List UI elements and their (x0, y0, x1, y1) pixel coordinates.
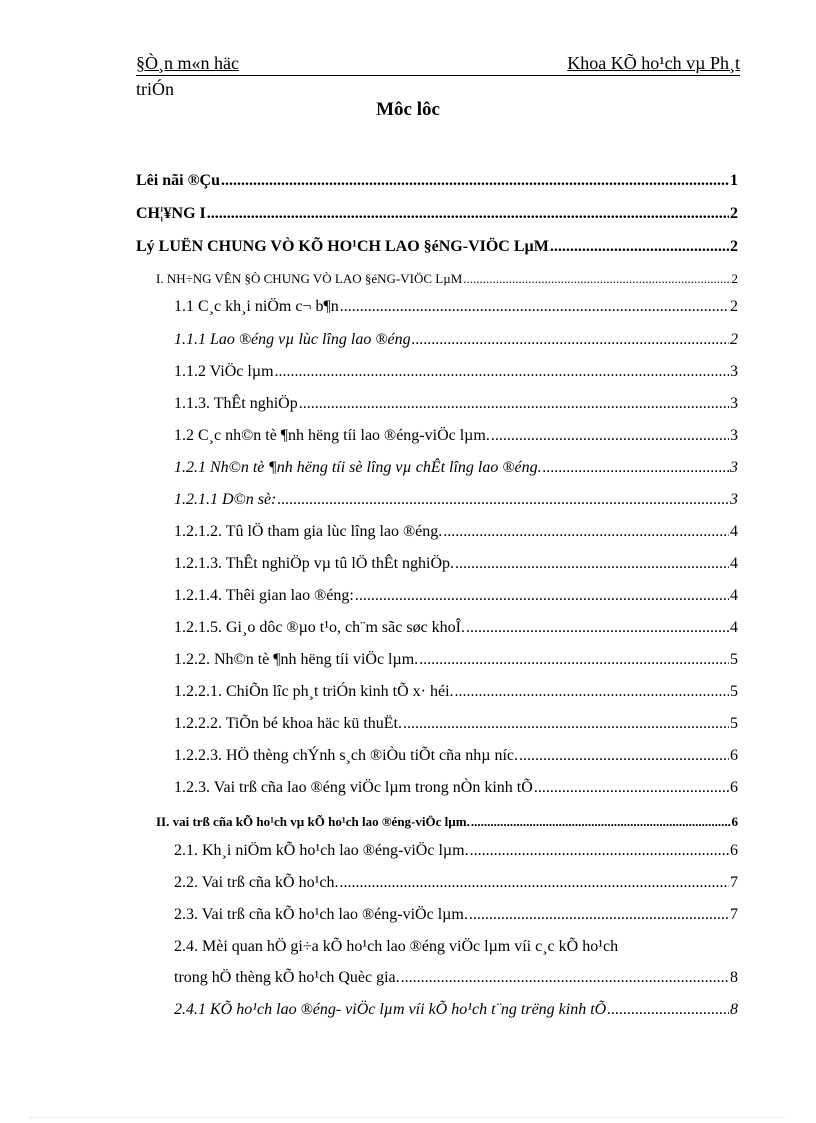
header-right-text: Khoa KÕ ho¹ch vµ Ph¸t (567, 53, 740, 73)
toc-entry[interactable] (174, 906, 738, 924)
toc-entry-label: 1.2.1.5. Gi¸o dôc ®µo t¹o, ch¨m sãc søc khoÎ. (174, 619, 466, 636)
toc-entry[interactable] (136, 205, 738, 223)
toc-entry-label[interactable]: 2.4. Mèi quan hÖ gi÷a kÕ ho¹ch lao ®éng viÖc lµm víi c¸c kÕ ho¹ch (174, 938, 619, 955)
toc-leader (339, 874, 729, 892)
toc-leader (534, 779, 729, 797)
toc-entry-label: 1.2.1.2. Tû lÖ tham gia lùc lîng lao ®éng. (174, 523, 443, 540)
toc-entry-page: 4 (730, 523, 738, 540)
toc-leader (469, 906, 729, 924)
toc-entry-label: Lý LUËN CHUNG VÒ KÕ HO¹CH LAO §éNG-VIÖC LµM (136, 238, 549, 255)
toc-entry-page: 4 (730, 555, 738, 572)
toc-entry-label: 1.1.3. ThÊt nghiÖp (174, 395, 298, 412)
toc-entry[interactable] (174, 427, 738, 445)
toc-entry[interactable] (174, 779, 738, 797)
toc-entry-page: 4 (730, 587, 738, 604)
toc-entry-page: 5 (730, 683, 738, 700)
toc-entry[interactable] (156, 271, 738, 287)
toc-entry[interactable] (174, 331, 738, 349)
toc-leader (550, 238, 729, 256)
toc-entry[interactable] (174, 651, 738, 669)
toc-entry-page: 2 (730, 205, 738, 222)
toc-leader (519, 747, 729, 765)
toc-entry[interactable] (136, 172, 738, 190)
toc-entry-label: 2.2. Vai trß cña kÕ ho¹ch. (174, 874, 339, 891)
toc-entry-page: 4 (730, 619, 738, 636)
toc-entry[interactable] (174, 683, 738, 701)
toc-entry-label: 1.2.2.2. TiÕn bé khoa häc kü thuËt. (174, 715, 402, 732)
toc-leader (412, 331, 729, 349)
toc-entry-label: 1.2 C¸c nh©n tè ¶nh hëng tíi lao ®éng-viÖc lµm. (174, 427, 490, 444)
toc-entry-page: 3 (730, 395, 738, 412)
toc-leader (207, 205, 729, 223)
toc-entry[interactable] (174, 842, 738, 860)
toc-leader (419, 651, 729, 669)
toc-entry-page: 5 (730, 715, 738, 732)
toc-entry[interactable] (174, 555, 738, 573)
toc-entry-label: 1.2.2.3. HÖ thèng chÝnh s¸ch ®iÒu tiÕt cña nhµ níc. (174, 747, 518, 764)
header-continuation-text: triÓn (136, 79, 174, 99)
toc-entry[interactable] (174, 459, 738, 477)
toc-leader (401, 969, 729, 987)
toc-entry-page: 3 (730, 459, 738, 476)
toc-entry-page: 2 (731, 271, 738, 286)
toc-leader (277, 491, 729, 509)
toc-entry-page: 5 (730, 651, 738, 668)
toc-leader (299, 395, 729, 413)
toc-entry-label: 1.2.2.1. ChiÕn lîc ph¸t triÓn kinh tÕ x· héi. (174, 683, 454, 700)
toc-entry-label: 2.4.1 KÕ ho¹ch lao ®éng- viÖc lµm víi kÕ ho¹ch t¨ng trëng kinh tÕ (174, 1001, 607, 1018)
toc-entry[interactable] (174, 491, 738, 509)
page-title: Môc lôc (376, 99, 440, 120)
toc-entry-page: 2 (730, 331, 738, 348)
toc-entry-page: 8 (730, 1001, 738, 1018)
toc-entry-label: 1.2.1.3. ThÊt nghiÖp vµ tû lÖ thÊt nghiÖp. (174, 555, 455, 572)
toc-entry-page: 6 (730, 842, 738, 859)
toc-entry-page: 7 (730, 906, 738, 923)
toc-entry[interactable] (174, 395, 738, 413)
toc-entry-label: I. NH÷NG VÊN §Ò CHUNG VÒ LAO §éNG-VIÖC LµM (156, 271, 463, 286)
toc-entry-label: 1.2.3. Vai trß cña lao ®éng viÖc lµm trong nÒn kinh tÕ (174, 779, 533, 796)
toc-entry[interactable] (174, 874, 738, 892)
toc-entry-continuation: trong hÖ thèng kÕ ho¹ch Quèc gia. (174, 969, 400, 986)
toc-entry[interactable] (174, 747, 738, 765)
toc-leader (455, 555, 729, 573)
toc-entry-label: 1.1 C¸c kh¸i niÖm c¬ b¶n (174, 298, 339, 315)
toc-leader (470, 842, 729, 860)
toc-entry-label: 1.2.1.1 D©n sè: (174, 491, 277, 508)
toc-entry-page: 2 (730, 238, 738, 255)
toc-entry-page: 7 (730, 874, 738, 891)
toc-entry-page: 2 (730, 298, 738, 315)
toc-entry[interactable] (174, 298, 738, 316)
toc-leader (471, 814, 731, 830)
page-bottom-rule (30, 1117, 786, 1118)
toc-entry-label: 1.1.2 ViÖc lµm (174, 363, 274, 380)
toc-entry[interactable] (174, 715, 738, 733)
toc-entry[interactable] (174, 587, 738, 605)
toc-leader (466, 619, 729, 637)
page-header (136, 50, 740, 102)
toc-entry-label: 2.1. Kh¸i niÖm kÕ ho¹ch lao ®éng-viÖc lµm. (174, 842, 469, 859)
toc-entry[interactable] (174, 363, 738, 381)
toc-entry-page: 6 (731, 814, 738, 829)
toc-entry[interactable] (174, 1001, 738, 1019)
toc-entry-page: 8 (730, 969, 738, 986)
toc-entry[interactable] (174, 523, 738, 541)
toc-leader (340, 298, 729, 316)
header-left-text: §Ò¸n m«n häc (136, 53, 239, 73)
toc-entry-label: Lêi nãi ®Çu (136, 172, 220, 189)
toc-leader (455, 683, 729, 701)
toc-leader (275, 363, 729, 381)
toc-entry-page: 1 (730, 172, 738, 189)
toc-entry-label: II. vai trß cña kÕ ho¹ch vµ kÕ ho¹ch lao ®éng-viÖc lµm. (156, 814, 470, 829)
toc-entry[interactable] (136, 238, 738, 256)
toc-entry[interactable] (156, 814, 738, 830)
toc-entry-label: 1.2.1 Nh©n tè ¶nh hëng tíi sè lîng vµ chÊt lîng lao ®éng. (174, 459, 542, 476)
toc-entry-label: 1.2.1.4. Thêi gian lao ®éng: (174, 587, 354, 604)
toc-entry[interactable] (174, 969, 738, 987)
toc-leader (443, 523, 729, 541)
toc-leader (463, 271, 730, 287)
toc-entry-page: 6 (730, 779, 738, 796)
toc-leader (355, 587, 729, 605)
toc-entry-label: CH¦¥NG I (136, 205, 206, 222)
toc-leader (607, 1001, 729, 1019)
toc-leader (221, 172, 729, 190)
toc-entry-label: 1.1.1 Lao ®éng vµ lùc lîng lao ®éng (174, 331, 411, 348)
toc-leader (491, 427, 729, 445)
toc-entry-page: 3 (730, 491, 738, 508)
toc-entry-page: 3 (730, 427, 738, 444)
toc-entry-label: 1.2.2. Nh©n tè ¶nh hëng tíi viÖc lµm. (174, 651, 419, 668)
toc-entry-page: 3 (730, 363, 738, 380)
toc-entry[interactable] (174, 619, 738, 637)
toc-leader (403, 715, 729, 733)
toc-entry-page: 6 (730, 747, 738, 764)
toc-leader (543, 459, 729, 477)
header-row (136, 50, 740, 76)
toc-entry-label: 2.3. Vai trß cña kÕ ho¹ch lao ®éng-viÖc lµm. (174, 906, 468, 923)
